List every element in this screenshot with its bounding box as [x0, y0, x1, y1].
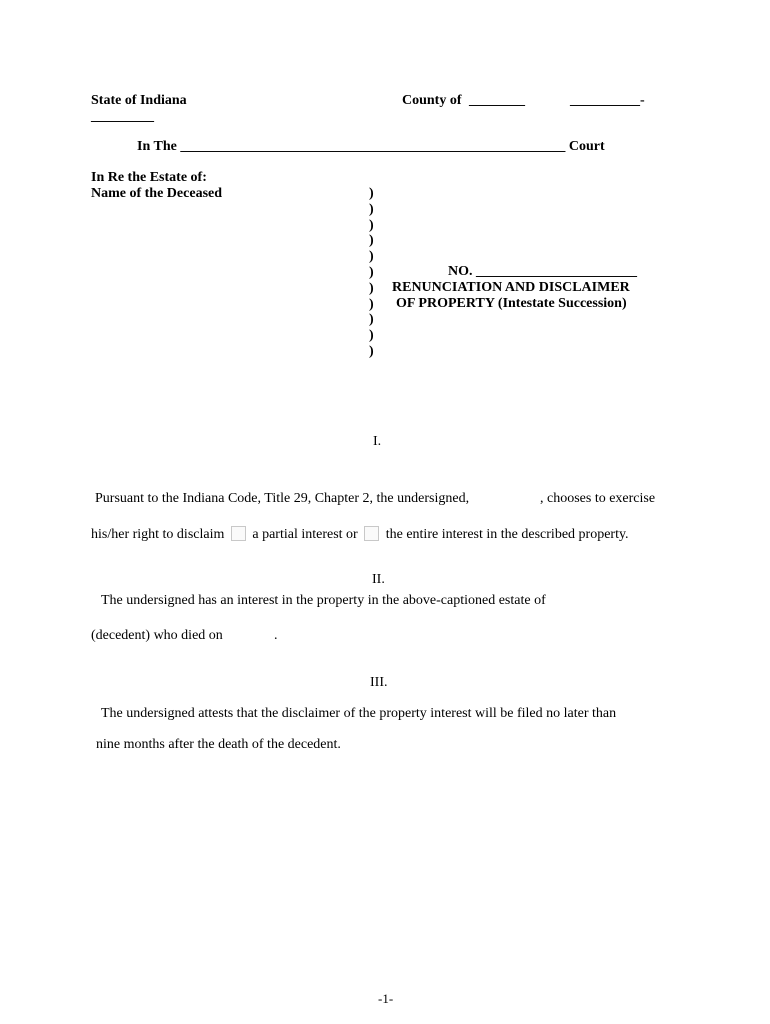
case-number [448, 264, 637, 280]
county-blank-1[interactable]: ________ [469, 93, 526, 108]
paren: ) [369, 264, 374, 280]
page-number: -1- [378, 991, 394, 1006]
partial-interest-checkbox[interactable] [231, 526, 246, 541]
county-label [402, 93, 525, 109]
case-number-blank[interactable]: _______________________ [476, 264, 637, 279]
county-blank-3[interactable]: _________ [91, 109, 154, 124]
paren: ) [369, 233, 374, 249]
entire-interest-label: the entire interest in the described property. [385, 527, 629, 542]
section-3-line-1: The undersigned attests that the disclaimer of the property interest will be filed no later than [101, 706, 617, 721]
paren: ) [369, 249, 374, 265]
court-prefix: In The [137, 139, 177, 154]
county-blank-2[interactable]: __________- [570, 93, 645, 108]
section-1-line-2 [91, 526, 629, 543]
paren: ) [369, 296, 374, 312]
document-title-line-1: RENUNCIATION AND DISCLAIMER [392, 280, 630, 295]
paren: ) [369, 312, 374, 328]
case-number-label: NO. [448, 264, 473, 279]
section-1-line-2-start: his/her right to disclaim [91, 527, 225, 542]
document-title-line-2: OF PROPERTY (Intestate Succession) [396, 296, 627, 311]
entire-interest-checkbox[interactable] [364, 526, 379, 541]
paren: ) [369, 343, 374, 359]
paren: ) [369, 201, 374, 217]
section-1-line-1-end: , chooses to exercise [540, 491, 656, 506]
section-1-numeral: I. [373, 434, 382, 449]
paren: ) [369, 328, 374, 344]
section-3-line-2: nine months after the death of the decedent. [96, 737, 341, 752]
state-label: State of Indiana [91, 93, 187, 108]
section-2-numeral: II. [372, 572, 385, 587]
court-name-blank[interactable]: _______________________________________________________ [180, 139, 566, 154]
section-2-line-2-end: . [274, 628, 278, 643]
undersigned-name-field[interactable] [505, 491, 535, 507]
estate-label: In Re the Estate of: [91, 170, 207, 185]
paren: ) [369, 280, 374, 296]
section-1-line-1-start: Pursuant to the Indiana Code, Title 29, Chapter 2, the undersigned, [95, 491, 470, 506]
section-2-line-1: The undersigned has an interest in the property in the above-captioned estate of [101, 593, 546, 608]
section-3-numeral: III. [370, 675, 388, 690]
partial-interest-label: a partial interest or [252, 527, 358, 542]
date-of-death-field[interactable] [238, 628, 272, 644]
section-2-line-2-start: (decedent) who died on [91, 628, 223, 643]
court-suffix: Court [568, 139, 605, 154]
paren: ) [369, 217, 374, 233]
county-label-text: County of [402, 93, 462, 108]
court-line [137, 139, 605, 155]
caption-parentheses [369, 186, 374, 360]
deceased-name-label: Name of the Deceased [91, 186, 223, 201]
paren: ) [369, 186, 374, 201]
